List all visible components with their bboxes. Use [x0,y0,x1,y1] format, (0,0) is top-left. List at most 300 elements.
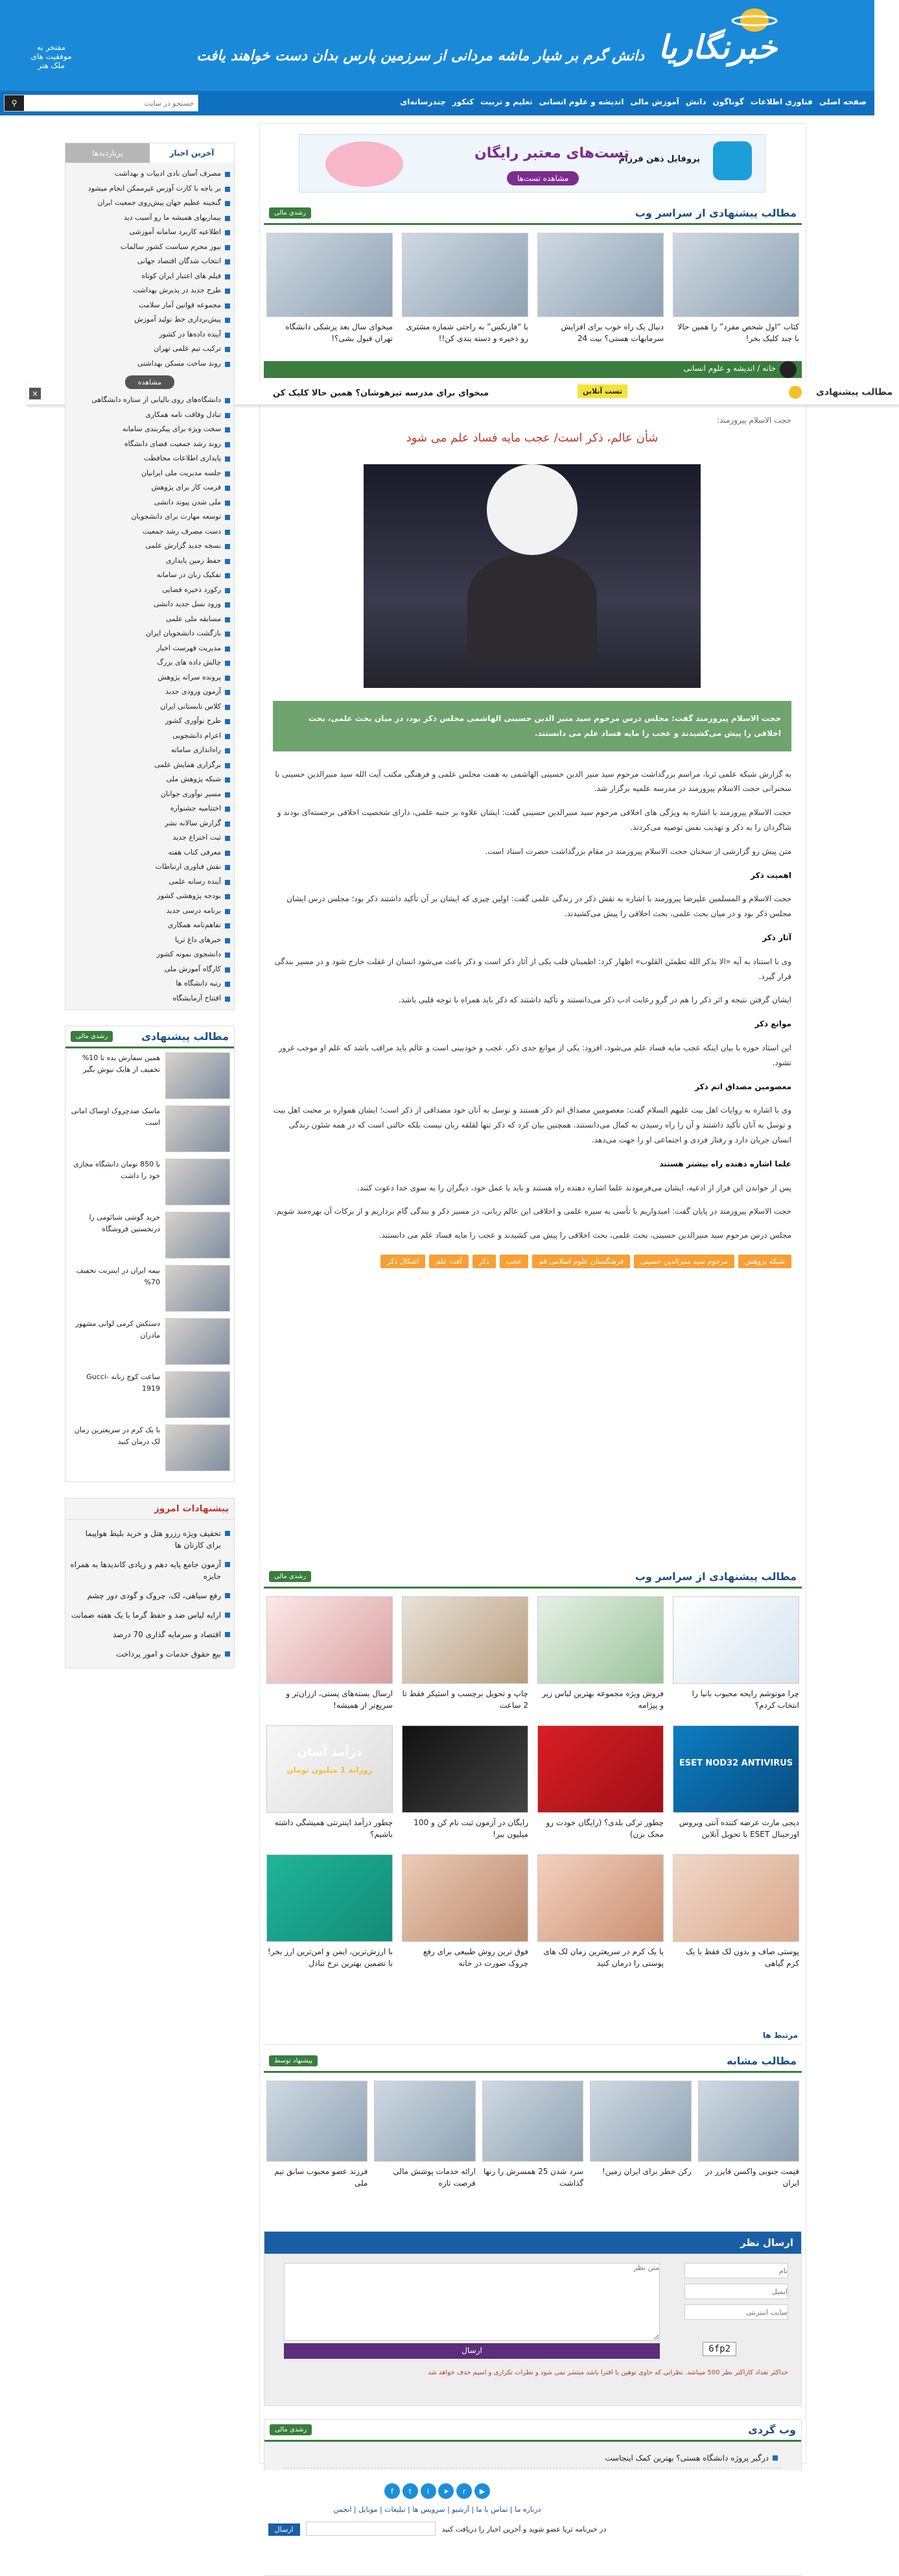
sidebar-news-item[interactable] [65,408,234,423]
sidebar-news-item[interactable] [65,1524,234,1555]
news-link[interactable]: ملی شدن پیوند دانشی [154,497,221,506]
news-link[interactable]: مصرف آسان نادی ادبیات و بهداشت [114,169,221,178]
news-link[interactable]: سخت ویژه برای پیکربندی سامانه [122,425,221,433]
web-recommend-card[interactable] [402,1596,528,1711]
card-caption: پوستی صاف و بدون لک فقط با یک کرم گیاهی [686,1947,799,1968]
sidebar-news-item[interactable] [65,1625,234,1644]
more-button[interactable]: مشاهده [125,375,174,389]
sidebar-news-item[interactable] [65,525,234,539]
news-link[interactable]: پرونده سرانه پژوهش [158,672,221,681]
sidebar-news-item[interactable] [65,240,234,255]
captcha-image: 6fp2 [703,2342,736,2356]
sidebar-news-item[interactable] [65,758,234,773]
news-link[interactable]: مجموعه قوانین آمار سلامت [139,300,221,309]
web-recommend-card[interactable] [673,1596,799,1711]
suggest-label: مطالب پیشنهادی [816,387,893,397]
sidebar-news-item[interactable] [65,451,234,466]
sidebar-news-item[interactable] [65,1586,234,1605]
nav-item[interactable]: آموزش مالی [630,97,679,106]
bullet-icon [225,836,230,841]
sidebar-news-item[interactable] [65,357,234,372]
card-image [698,2081,799,2162]
news-link[interactable]: برنامه درسی جدید [166,906,221,915]
sidebar-recommend-item[interactable] [69,1052,230,1099]
image-text: درآمد آسان [297,1745,362,1759]
instagram-icon[interactable]: i [421,2483,436,2499]
item-caption: با یک کرم در سریعترین زمان لک درمان کنید [74,1426,160,1446]
news-link[interactable]: ثبت اختراع جدید [172,833,221,842]
news-link[interactable]: رتبه دانشگاه ها [176,979,221,987]
web-recommend-card[interactable] [537,1725,664,1840]
news-link[interactable]: معرفی کتاب هفته [168,847,221,857]
sidebar-news-item[interactable] [65,612,234,627]
article-paragraph: حجت الاسلام پیروزمند با اشاره به ویژگی های اخلاقی مرحوم سید منیرالدین حسینی گفت: ایشان علاوه بر جنبه علمی، دارای شخصیت اخلاقی برجسته‌ای بودند و شاگردان را به ذکر و تهذیب نفس توصیه می‌کردند. [277,808,791,832]
news-link[interactable]: چالش داده های بزرگ [157,658,221,667]
tab-latest[interactable]: آخرین اخبار [150,143,234,163]
similar-card[interactable] [266,2081,368,2189]
news-link[interactable]: مسیر نوآوری جوانان [160,789,221,798]
search-button[interactable] [5,95,24,111]
card-image [402,1854,528,1942]
sidebar-recommend-item[interactable] [69,1318,230,1365]
bullet-icon [225,530,230,535]
news-link[interactable]: کارگاه آموزش ملی [164,964,221,973]
news-link[interactable]: تبادل وفاقت نامه همکاری [145,410,221,419]
sidebar-news-item[interactable] [65,947,234,962]
card-caption: ارسال بسته‌های پستی، ارزان‌تر و سریع‌تر از همیشه! [286,1689,393,1710]
twitter-icon[interactable]: t [403,2483,418,2499]
sidebar-news-item[interactable] [65,641,234,656]
news-link[interactable]: خبرهای داغ ثریا [174,935,221,944]
newsletter-submit[interactable]: ارسال [268,2523,300,2536]
article-subheading: آثار ذکر [762,932,791,942]
news-link[interactable]: تفکیک زبان در سامانه [156,571,221,579]
bullet-icon [225,690,230,695]
sidebar-news-item[interactable] [65,772,234,787]
news-link[interactable]: اطلاعیه کاربرد سامانه آموزشی [129,228,221,236]
search-icon: ⚲ [11,99,18,108]
news-link[interactable]: دانشگاه‌های روی بالیابی از ستاره دانشگاهی [91,396,221,404]
article-paragraph: ایشان گرفتن نتیجه و اثر ذکر را هم در گرو رعایت ادب ذکر می‌دانستند و تأکید داشتند که ذکر باید همراه با توجه قلبی باشد. [398,995,791,1005]
news-link[interactable]: گزارش سالانه نشر [165,818,221,827]
bullet-icon [225,413,230,418]
sidebar-news-item[interactable] [65,889,234,904]
recommend-card[interactable] [266,233,393,344]
breadcrumb[interactable]: خانه / اندیشه و علوم انسانی [264,361,802,378]
article [273,416,791,1268]
card-caption: میخوای سال بعد پزشکی دانشگاه تهران قبول بشی؟! [285,322,393,343]
news-link[interactable]: دست مصرف رشد جمعیت [142,526,221,536]
web-recommend-card[interactable] [402,1854,528,1969]
card-image [673,1854,799,1942]
card-image [537,1596,664,1684]
similar-card[interactable] [698,2081,799,2189]
news-link[interactable]: اعزام دانشجویی [172,731,221,740]
card-image [537,1854,664,1942]
sidebar-news-item[interactable] [65,283,234,298]
sidebar-news-item[interactable] [65,1555,234,1586]
card-image [537,233,664,317]
news-link[interactable]: طرح جدید در پذیرش بهداشت [133,286,221,294]
news-link[interactable]: حفظ زمین پایداری [166,556,221,565]
news-link[interactable]: ورود نسل جدید دانشی [154,600,221,608]
item-thumb [165,1159,230,1205]
home-icon[interactable] [780,361,797,378]
sidebar-recommend-item[interactable] [69,1105,230,1152]
news-link[interactable]: ترکیب تیم علمی تهران [154,344,221,353]
nav-item[interactable]: گوناگون [712,97,744,106]
sidebar-news-item[interactable] [65,831,234,845]
news-link[interactable]: بیماریهای همیشه ما رو آسیب دید [123,213,221,222]
bullet-icon [225,274,230,279]
suggest-icon [789,386,802,399]
nav-item[interactable]: صفحه اصلی [819,97,867,106]
card-caption: رکن خطر برای ایران زمین! [601,2167,692,2176]
social-icons [0,2483,874,2499]
offers-title: پیشنهادات امروز [65,1498,234,1520]
sidebar-news-item[interactable] [65,480,234,495]
nav-item[interactable]: چندرسانه‌ای [400,97,446,106]
main-nav [0,91,874,115]
item-thumb [165,1371,230,1418]
sidebar-news-item[interactable] [65,437,234,452]
sidebar-news-item[interactable] [65,422,234,437]
sidebar-news-item[interactable] [65,875,234,890]
news-link[interactable]: اقتصاد و سرمایه گذاری 70 درصد [113,1630,221,1639]
tag-chip[interactable]: اشکال ذکر [380,1255,425,1268]
sidebar-news-item[interactable] [65,626,234,641]
sidebar-news-item[interactable] [65,962,234,977]
sidebar-news-item[interactable] [65,495,234,510]
sidebar-news-item[interactable] [65,1605,234,1625]
sidebar-news-item[interactable] [65,327,234,342]
comment-rules: حداکثر تعداد کاراکتر نظر 500 میباشد. نظراتی که حاوی توهین یا افترا باشد منتشر نمی شود و نظرات تکراری و اسپم حذف خواهد شد [428,2369,788,2376]
news-link[interactable]: بودجه پژوهشی کشور [157,892,221,900]
sidebar-news-item[interactable] [65,787,234,802]
sidebar-news-item[interactable] [65,845,234,860]
tag-chip[interactable]: مرحوم سید منیرالدین حسینی [634,1255,734,1268]
card-caption: کتاب “اول شخص مفرد” را همین حالا با چند کلیک بخر! [677,322,799,343]
bullet-icon [225,865,230,870]
search-input[interactable] [24,95,198,111]
bullet-icon [225,501,230,506]
email-field[interactable] [684,2284,788,2299]
item-thumb [165,1212,230,1258]
news-link[interactable]: اختتامیه جشنواره [170,804,221,812]
web-recommend-card[interactable] [266,1596,393,1711]
card-image [402,1725,528,1813]
bullet-icon [225,967,230,973]
newsletter-email[interactable] [306,2522,436,2536]
bullet-icon [225,821,230,827]
sidebar-news-item[interactable] [65,933,234,948]
similar-card[interactable] [590,2081,691,2189]
footer-links[interactable]: درباره ما | تماس با ما | آرشیو | سرویس ها | تبلیغات | موبایل | انجمن [333,2505,541,2514]
bullet-icon [225,471,230,477]
sidebar-news-item[interactable] [65,196,234,211]
news-link[interactable]: رفع سیاهی، لک، چروک و گودی دور چشم [87,1591,221,1600]
card-image [673,233,799,317]
tab-popular[interactable]: پربازدیدها [65,143,150,163]
bullet-icon [225,573,230,578]
news-link[interactable]: جلسه مدیریت ملی ایرانیان [141,468,221,477]
sidebar-news-item[interactable] [65,597,234,612]
sidebar-news-item[interactable] [65,860,234,875]
recommend-section-2 [264,1566,802,1977]
sidebar-news-item[interactable] [65,743,234,758]
card-caption: با ارزش‌ترین، ایمن و امن‌ترین ارز بخر! با تضمین بهترین نرخ تبادل [267,1947,393,1968]
similar-card[interactable] [482,2081,583,2189]
recommend-card[interactable] [673,233,799,344]
item-caption: با 850 تومان دانشگاه مجازی خود را داشت [73,1160,160,1180]
tag-chip[interactable]: عجب [500,1255,528,1268]
recommend-header: مطالب پیشنهادی از سراسر وب رشدی مالی [264,203,802,225]
sidebar-news-item[interactable] [65,254,234,269]
item-caption: ماسک ضدچروک اوساک امانی است [71,1107,160,1127]
nav-item[interactable]: اندیشه و علوم انسانی [539,97,624,106]
news-link[interactable]: توسعه مهارت برای دانشجویان [131,512,221,521]
sidebar-news-item[interactable] [65,225,234,240]
sidebar-news-item[interactable] [65,342,234,357]
tag-chip[interactable]: شبکه پژوهش [738,1255,791,1268]
nav-item[interactable]: فناوری اطلاعات [750,97,813,106]
news-link[interactable]: روند ساخت مسکن بهداشتی [137,359,221,368]
bullet-icon [225,734,230,739]
similar-header: مطالب مشابه پیشنهاد توسط [264,2051,802,2073]
sidebar-news-item[interactable] [65,918,234,933]
sidebar-news-item[interactable] [65,269,234,284]
sidebar-recommend-item[interactable] [69,1265,230,1312]
telegram-icon[interactable]: ➤ [438,2483,454,2499]
news-link[interactable]: دانشجوی نمونه کشور [156,950,221,958]
tag-chip[interactable]: آفت علم [429,1255,468,1268]
sidebar-news-item[interactable] [65,729,234,744]
sidebar-news-item[interactable] [65,904,234,919]
bullet-icon [225,456,230,462]
web-recommend-card[interactable] [266,1725,393,1840]
sidebar [65,143,235,1668]
sidebar-news-item[interactable] [65,991,234,1006]
news-link[interactable]: گنجینه عظیم جهان پیش‌روی جمعیت ایران [97,198,221,207]
recommend-card[interactable] [402,233,528,344]
news-link[interactable]: ارایه لباس ضد و حفظ گرما با یک هفته ضمانت [71,1611,221,1620]
ad-illustration [325,141,403,187]
site-logo[interactable]: خبرنگاریا [658,29,777,66]
facebook-icon[interactable]: f [384,2483,400,2499]
recommend-card[interactable] [537,233,664,344]
image-text: ESET NOD32 ANTIVIRUS [679,1758,793,1768]
news-link[interactable]: آزمون جامع پایه دهم و زیادی کاندیدها به همراه جایزه [70,1560,221,1581]
sidebar-news-item[interactable] [65,976,234,991]
news-link[interactable]: تخفیف ویژه رزرو هتل و خرید بلیط هواپیما برای کارتان ها [85,1529,221,1550]
rss-icon[interactable]: r [456,2483,472,2499]
news-link[interactable]: رکورد ذخیره فضایی [162,585,221,594]
sidebar-news-item[interactable] [65,539,234,554]
bullet-icon [225,923,230,928]
news-link[interactable]: راه‌اندازی سامانه [170,746,221,754]
site-tagline: دانش گرم بر شیار ماشه مردانی از سرزمین پارس بدان دست خواهند یافت [196,48,644,64]
article-lead: حجت الاسلام پیروزمند گفت: مجلس درس مرحوم سید منیر الدین حسینی الهاشمی مجلس ذکر بود، در میان بحث علمی، بحث اخلاقی را پیش می‌کشیدند و عجب را مایه فساد علم می دانستند. [273,701,791,751]
close-icon[interactable]: × [29,388,41,399]
item-thumb [165,1105,230,1152]
site-slogan: مفتخر به موفقیت های ملک هنر [30,43,72,70]
tag-list [273,1255,791,1268]
youtube-icon[interactable]: ▶ [474,2483,490,2499]
sidebar-news-item[interactable] [65,685,234,700]
card-caption: یا یک کرم در سریعترین زمان لک های پوستی را درمان کنید [543,1947,664,1968]
nav-item[interactable]: کنکور [452,97,474,106]
similar-card[interactable] [374,2081,475,2189]
bullet-icon [225,777,230,783]
article-kicker: حجت الاسلام پیروزمند: [717,416,791,425]
bullet-icon [225,1632,230,1637]
tag-chip[interactable]: فرهنگستان علوم اسلامی قم [532,1255,630,1268]
submit-comment-button[interactable]: ارسال [284,2343,660,2359]
news-link[interactable]: برگزاری همایش علمی [154,760,221,769]
sidebar-recommend-header: مطالب پیشنهادی رشدی مالی [65,1026,234,1048]
card-caption: قیمت جنوبی واکسن فایزر در ایران [705,2167,799,2188]
sidebar-recommend-item[interactable] [69,1424,230,1471]
image-text: روزانه 1 میلیون تومان [286,1766,373,1775]
news-link[interactable]: کلاس تابستانی ایران [160,702,221,711]
bullet-icon [225,259,230,265]
news-link[interactable]: طرح نوآوری کشور [165,716,221,725]
sidebar-recommend-item[interactable] [69,1159,230,1205]
sidebar-news-item[interactable] [65,816,234,831]
bullet-icon [225,1593,230,1598]
news-link[interactable]: تفاهم‌نامه همکاری [167,921,221,929]
bullet-icon [773,2455,778,2461]
bullet-icon [225,676,230,681]
card-image [374,2081,475,2162]
sidebar-news-item[interactable] [65,298,234,313]
sidebar-news-item[interactable] [65,801,234,816]
sidebar-recommend-box [65,1026,235,1482]
sidebar-news-item[interactable] [65,182,234,196]
card-image [590,2081,691,2162]
nav-item[interactable]: دانش [685,97,706,106]
card-caption: ارائه خدمات پوشش مالی فرصت تازه [393,2167,476,2188]
news-link[interactable]: انتخاب شدگان اقتصاد جهانی [137,257,221,265]
card-caption: دیجی مارت عرضه کننده آنتی ویروس اورجینال ESET با تحویل آنلاین [679,1818,799,1839]
news-link[interactable]: مدیریت فهرست اخبار [156,643,221,652]
news-link[interactable]: آزمون ورودی جدید [165,687,221,696]
web-recommend-card[interactable] [537,1854,664,1969]
sidebar-news-item[interactable] [65,670,234,685]
news-link[interactable]: آینده داده‌ها در کشور [159,329,221,338]
bullet-icon [225,172,230,177]
bullet-icon [225,792,230,798]
web-recommend-card[interactable] [537,1596,664,1711]
news-link[interactable]: نسخه جدید گزارش علمی [145,541,221,550]
news-link[interactable]: فیلم های اعتبار ایران کوتاه [141,271,221,280]
web-recommend-card[interactable] [266,1854,393,1969]
website-field[interactable] [684,2304,788,2320]
sidebar-news-item[interactable] [65,714,234,729]
sidebar-news-item[interactable] [65,583,234,598]
bullet-icon [225,617,230,622]
sidebar-news-item[interactable] [65,554,234,569]
sidebar-news-item[interactable] [65,466,234,481]
sidebar-news-item[interactable] [65,1644,234,1664]
turban-shape [487,464,578,555]
news-link[interactable]: نیوز محرم سیاست کشور سالمات [120,242,221,251]
sidebar-news-item[interactable] [65,700,234,715]
sidebar-news-item[interactable] [65,656,234,670]
news-link[interactable]: نقش فناوری ارتباطات [155,862,221,871]
article-image [364,464,701,688]
search-box [4,95,198,112]
card-image [266,2081,368,2162]
suggest-ad-badge: تست آنلاین [578,384,627,398]
sidebar-recommend-item[interactable] [69,1371,230,1418]
card-caption: با “فارنکس” به راحتی شماره مشتری رو ذخیره و دسته بندی کن!! [406,322,528,343]
news-link[interactable]: روند رشد جمعیت فضای دانشگاه [124,439,221,448]
news-link[interactable]: شبکه پژوهش ملی [166,775,221,783]
card-image [266,1854,393,1942]
webview-header: وب گردی رشدی مالی [264,2420,801,2442]
sidebar-news-item[interactable] [65,568,234,583]
name-field[interactable] [684,2263,788,2278]
bullet-icon [225,1562,230,1567]
sidebar-news-item[interactable] [65,393,234,408]
news-link[interactable]: پایداری اطلاعات محافظت [143,454,221,462]
sidebar-news-item[interactable] [65,211,234,226]
bullet-icon [225,748,230,753]
item-caption: بیمه ایران در اینترنت تخفیف 70% [76,1266,160,1286]
bullet-icon [225,661,230,666]
top-ad-banner[interactable] [299,134,765,193]
bullet-icon [225,245,230,250]
sidebar-news-item[interactable] [65,167,234,182]
nav-item[interactable]: تعلیم و تربیت [480,97,533,106]
card-caption: فوق ترین روش طبیعی برای رفع چروک صورت در خانه [423,1947,528,1968]
suggest-ad-text[interactable]: میخوای برای مدرسه تیزهوشان؟ همین حالا کلیک کن [273,388,489,398]
card-caption: چطور ترکی بلدی؟ (رایگان خودت رو محک بزن) [546,1818,664,1839]
news-link[interactable]: فرمت کار برای پژوهش [151,483,221,491]
bullet-icon [225,763,230,768]
brand-logo [713,141,752,180]
news-link[interactable]: افتتاح آزمایشگاه [172,993,221,1002]
bullet-icon [225,515,230,520]
article-subheading: علما اشاره دهنده راه بیشتر هستند [659,1159,791,1168]
figure-shape [467,555,597,665]
web-recommend-card[interactable] [673,1854,799,1969]
news-link[interactable]: پیش‌برداری خط تولید آموزش [134,315,221,324]
news-link[interactable]: آینده رسانه علمی [169,877,221,886]
comment-textarea[interactable] [284,2263,660,2341]
news-link[interactable]: بیع حقوق خدمات و امور پرداخت [116,1649,221,1659]
news-link[interactable]: مسابقه ملی علمی [165,614,221,623]
tag-chip[interactable]: ذکر [473,1255,496,1268]
news-link[interactable]: بازگشت دانشجویان ایران [146,629,221,637]
web-recommend-card[interactable] [673,1725,799,1840]
sidebar-news-item[interactable] [65,313,234,327]
sidebar-news-item[interactable] [65,510,234,525]
webview-item[interactable] [284,2448,782,2468]
bullet-icon [225,289,230,294]
bullet-icon [225,880,230,885]
sidebar-recommend-item[interactable] [69,1212,230,1258]
bullet-icon [225,486,230,491]
article-subheading: موانع ذکر [754,1019,791,1029]
ad-cta-button[interactable]: مشاهده تست‌ها [507,171,579,185]
web-recommend-card[interactable] [402,1725,528,1840]
webview-link[interactable]: درگیر پروژه دانشگاه هستی؟ بهترین کمک اینجاست [605,2453,769,2463]
bullet-icon [225,1651,230,1657]
news-link[interactable]: بر باجه با کارت آوزس غیرممکن انجام میشود [88,183,221,193]
ad-headline: تست‌های معتبر رایگان [474,145,629,161]
